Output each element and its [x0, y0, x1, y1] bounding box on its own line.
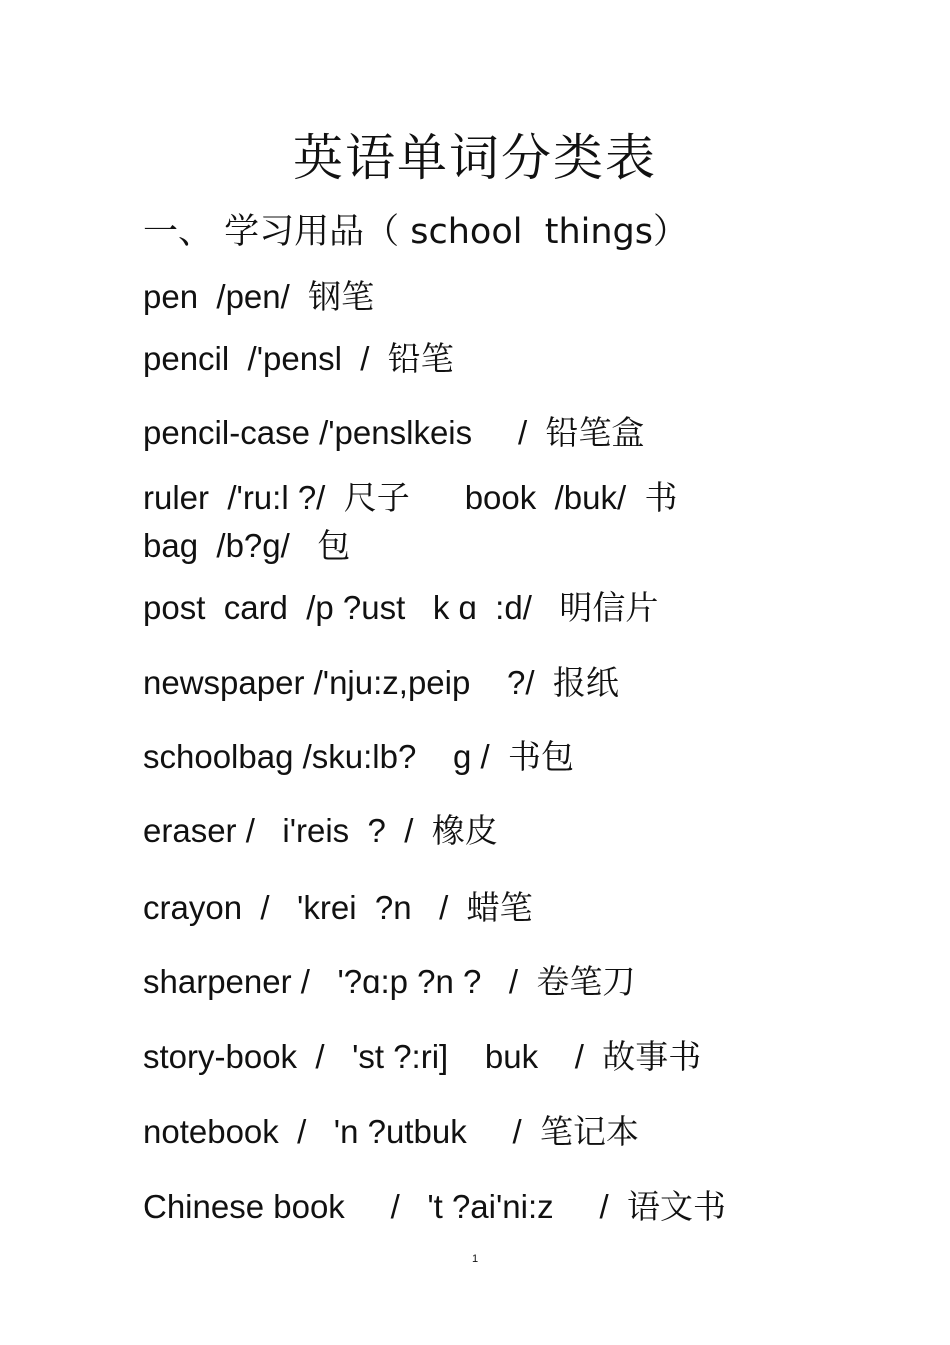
document-title: 英语单词分类表 — [293, 129, 657, 187]
vocab-entry-schoolbag: schoolbag /sku:lb? g / 书包 — [143, 738, 575, 775]
vocab-entry-notebook: notebook / 'n ?utbuk / 笔记本 — [143, 1113, 640, 1150]
vocab-entry-pencil: pencil /'pensl / 铅笔 — [143, 340, 454, 377]
vocab-entry-story-book: story-book / 'st ?:ri] buk / 故事书 — [143, 1038, 702, 1075]
vocab-entry-chinese-book: Chinese book / 't ?ai'ni:z / 语文书 — [143, 1188, 726, 1225]
page-number: 1 — [471, 1253, 479, 1265]
vocab-entry-pencil-case: pencil-case /'penslkeis / 铅笔盒 — [143, 414, 645, 451]
vocab-entry-bag: bag /b?g/ 包 — [143, 527, 351, 564]
vocab-entry-newspaper: newspaper /'nju:z,peip ?/ 报纸 — [143, 664, 619, 701]
vocab-entry-sharpener: sharpener / '?ɑ:p ?n ? / 卷笔刀 — [143, 963, 636, 1000]
vocab-entry-crayon: crayon / 'krei ?n / 蜡笔 — [143, 889, 533, 926]
vocab-entry-eraser: eraser / i'reis ? / 橡皮 — [143, 812, 498, 849]
section-heading-school-things: 一、 学习用品（ school things） — [143, 212, 688, 252]
vocab-entry-pen: pen /pen/ 钢笔 — [143, 278, 375, 315]
vocab-entry-post-card: post card /p ?ust k ɑ :d/ 明信片 — [143, 589, 659, 626]
vocab-entry-ruler-book: ruler /'ru:l ?/ 尺子 book /buk/ 书 — [143, 479, 678, 516]
